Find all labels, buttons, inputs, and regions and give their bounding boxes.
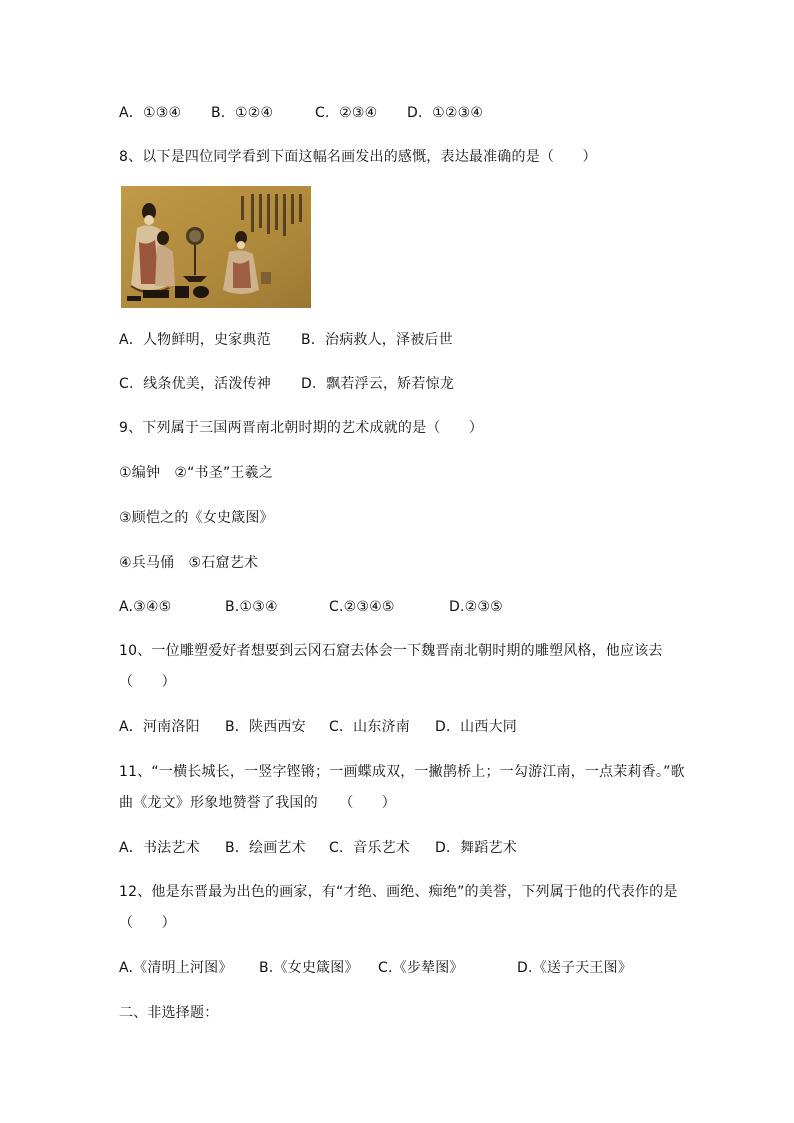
q8-option-d[interactable]: D．飘若浮云，矫若惊龙 bbox=[301, 376, 454, 392]
q10-option-c[interactable]: C．山东济南 bbox=[329, 719, 410, 735]
q10-option-d[interactable]: D．山西大同 bbox=[435, 719, 517, 735]
q8-option-c[interactable]: C．线条优美，活泼传神 bbox=[119, 376, 271, 392]
q11-option-d[interactable]: D．舞蹈艺术 bbox=[435, 840, 517, 856]
q11-option-b[interactable]: B．绘画艺术 bbox=[225, 840, 306, 856]
painting-image bbox=[121, 186, 311, 308]
q8-stem: 8、以下是四位同学看到下面这幅名画发出的感慨，表达最准确的是（ ） bbox=[119, 149, 597, 165]
q9-item-line3: ④兵马俑 ⑤石窟艺术 bbox=[119, 555, 259, 571]
q9-option-d[interactable]: D.②③⑤ bbox=[449, 599, 503, 615]
q7-option-c[interactable]: C．②③④ bbox=[315, 105, 378, 121]
q9-item-line2: ③顾恺之的《女史箴图》 bbox=[119, 510, 274, 526]
q11-option-a[interactable]: A．书法艺术 bbox=[119, 840, 200, 856]
q8-option-b[interactable]: B．治病救人，泽被后世 bbox=[301, 332, 453, 348]
q12-option-a[interactable]: A.《清明上河图》 bbox=[119, 960, 233, 976]
q10-stem-line2: （ ） bbox=[119, 674, 176, 690]
q7-option-d[interactable]: D．①②③④ bbox=[407, 105, 484, 121]
q7-option-a[interactable]: A．①③④ bbox=[119, 105, 182, 121]
q9-stem: 9、下列属于三国两晋南北朝时期的艺术成就的是（ ） bbox=[119, 420, 484, 436]
q10-option-a[interactable]: A．河南洛阳 bbox=[119, 719, 200, 735]
q12-option-d[interactable]: D.《送子天王图》 bbox=[517, 960, 633, 976]
q10-option-b[interactable]: B．陕西西安 bbox=[225, 719, 306, 735]
q9-option-a[interactable]: A.③④⑤ bbox=[119, 599, 172, 615]
q7-option-b[interactable]: B．①②④ bbox=[211, 105, 274, 121]
q8-option-a[interactable]: A．人物鲜明，史家典范 bbox=[119, 332, 271, 348]
q11-stem-line1: 11、“一横长城长，一竖字铿锵；一画蝶成双，一撇鹊桥上；一勾游江南，一点茉莉香。”歌 bbox=[119, 764, 685, 780]
q11-stem-line2: 曲《龙文》形象地赞誉了我国的 （ ） bbox=[119, 795, 396, 811]
q12-option-c[interactable]: C.《步辇图》 bbox=[378, 960, 464, 976]
q12-stem-line2: （ ） bbox=[119, 915, 176, 931]
q9-item-line1: ①编钟 ②“书圣”王羲之 bbox=[119, 465, 274, 481]
q11-option-c[interactable]: C．音乐艺术 bbox=[329, 840, 410, 856]
q12-stem-line1: 12、他是东晋最为出色的画家，有“才绝、画绝、痴绝”的美誉，下列属于他的代表作的是 bbox=[119, 884, 678, 900]
q12-option-b[interactable]: B.《女史箴图》 bbox=[259, 960, 359, 976]
section2-title: 二、非选择题： bbox=[119, 1005, 219, 1021]
q10-stem-line1: 10、一位雕塑爱好者想要到云冈石窟去体会一下魏晋南北朝时期的雕塑风格，他应该去 bbox=[119, 643, 663, 659]
q9-option-b[interactable]: B.①③④ bbox=[225, 599, 278, 615]
q9-option-c[interactable]: C.②③④⑤ bbox=[329, 599, 395, 615]
